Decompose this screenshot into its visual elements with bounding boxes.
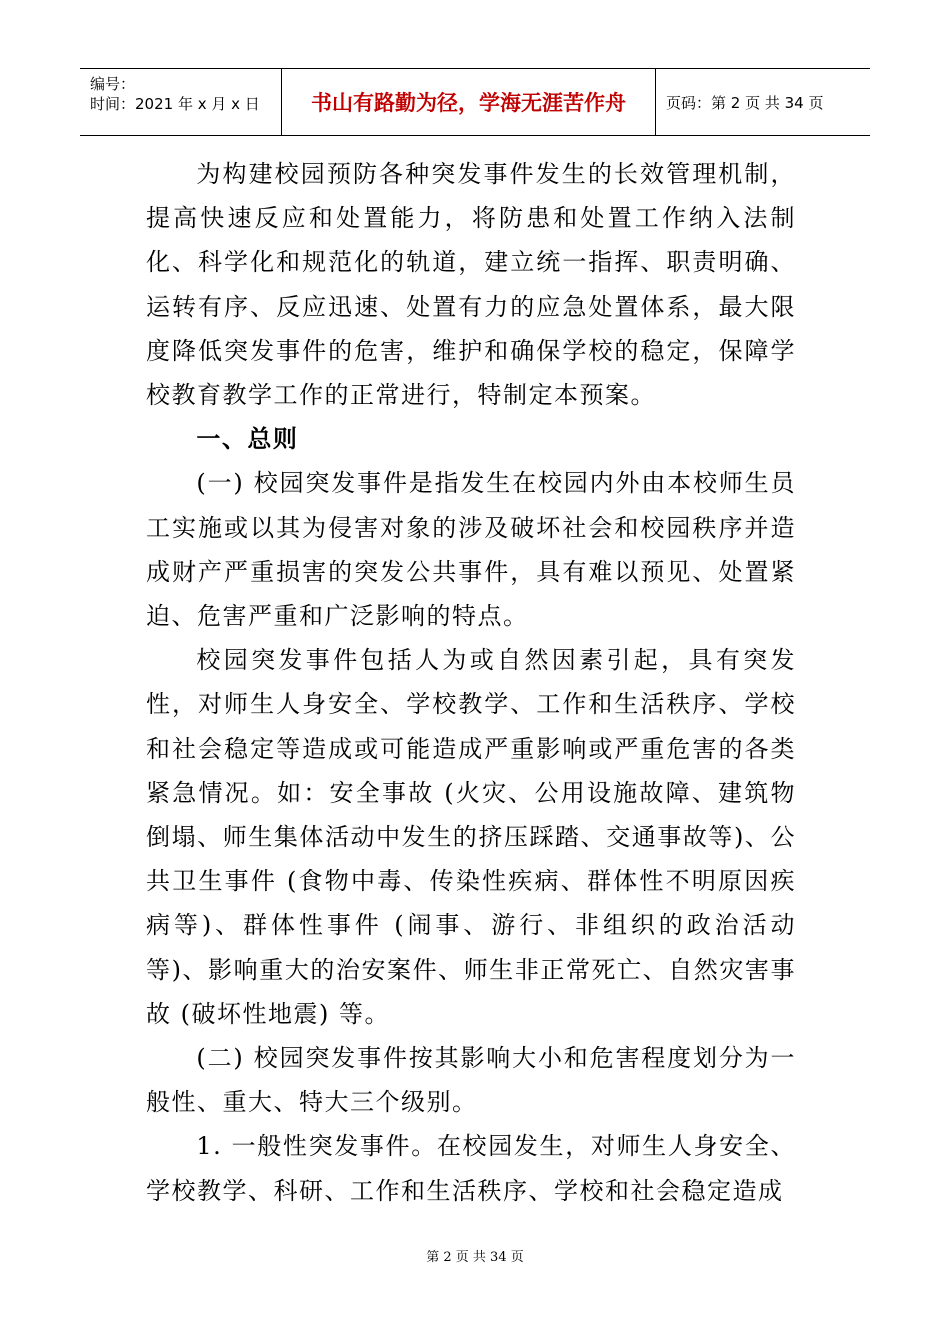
page-header [80,68,870,136]
paragraph-level-1: 1. 一般性突发事件。在校园发生，对师生人身安全、学校教学、科研、工作和生活秩序、学校和社会稳定造成 [146,1132,796,1205]
document-body [146,152,796,1213]
header-page-info: 页码：第 2 页 共 34 页 [666,93,824,112]
paragraph-categories: 校园突发事件包括人为或自然因素引起，具有突发性，对师生人身安全、学校教学、工作和生活秩序、学校和社会稳定等造成或可能造成严重影响或严重危害的各类紧急情况。如：安全事故 (火灾、公用设施故障、建筑物倒塌、师生集体活动中发生的挤压踩踏、交通事故等)、公共卫生事件 (食物中毒、传染性疾病、群体性不明原因疾病等)、群体性事件 (闹事、游行、非组织的政治活动等)、影响重大的治安案件、师生非正常死亡、自然灾害事故 (破坏性地震) 等。 [146,646,796,1028]
doc-code-label: 编号： [90,75,136,93]
header-meta-cell [80,69,282,135]
paragraph-levels: (二) 校园突发事件按其影响大小和危害程度划分为一般性、重大、特大三个级别。 [146,1044,796,1117]
section-heading-general: 一、总则 [196,425,299,454]
header-motto: 书山有路勤为径，学海无涯苦作舟 [282,69,656,135]
paragraph-definition: (一) 校园突发事件是指发生在校园内外由本校师生员工实施或以其为侵害对象的涉及破坏社会和校园秩序并造成财产严重损害的突发公共事件，具有难以预见、处置紧迫、危害严重和广泛影响的特点。 [146,469,796,631]
doc-date-label: 时间：2021 年 x 月 x 日 [90,95,260,113]
page-footer: 第 2 页 共 34 页 [426,1250,524,1265]
paragraph-intro: 为构建校园预防各种突发事件发生的长效管理机制，提高快速反应和处置能力，将防患和处置工作纳入法制化、科学化和规范化的轨道，建立统一指挥、职责明确、运转有序、反应迅速、处置有力的应急处置体系，最大限度降低突发事件的危害，维护和确保学校的稳定，保障学校教育教学工作的正常进行，特制定本预案。 [146,160,796,410]
